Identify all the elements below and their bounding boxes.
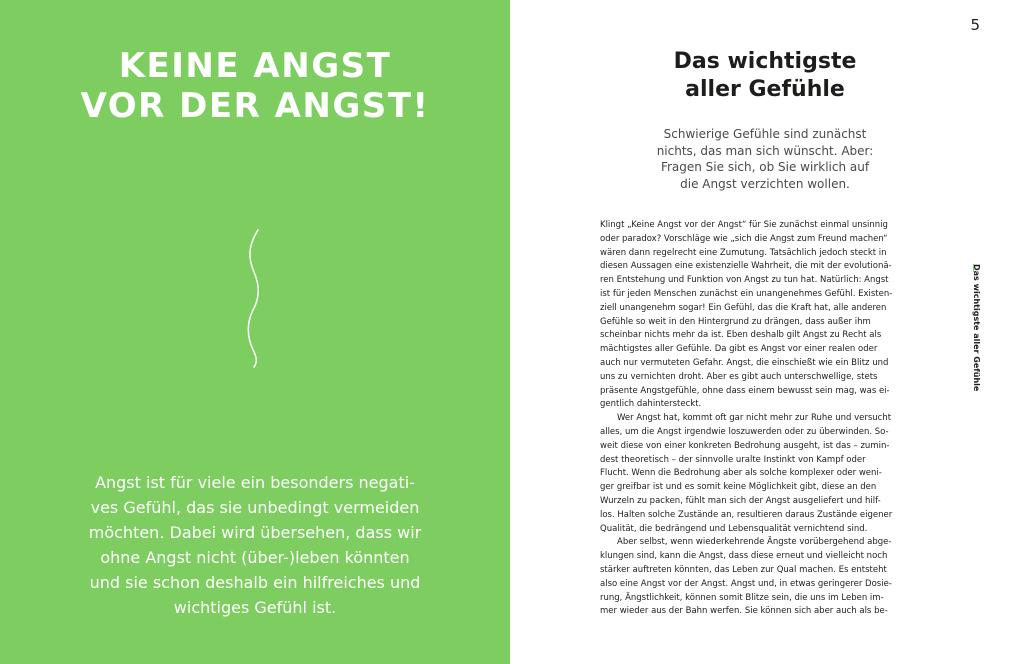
body-text-line: ger greifbar ist und es somit keine Möglichkeit gibt, diese an den [600,482,877,493]
body-text-line: stärker auftreten könnten, das Leben zur Qual machen. Es entsteht [600,565,887,575]
body-text-line: ren Entstehung und Funktion von Angst zu tun hat. Natürlich: Angst [600,275,889,286]
body-text-line: Wer Angst hat, kommt oft gar nicht mehr zur Ruhe und versucht [617,413,892,424]
body-text-line: auch nur vermuteten Gefahr. Angst, die einschießt wie ein Blitz und [600,358,889,368]
left-intro-line: ohne Angst nicht (über-)leben könnten [100,548,410,567]
lead-line: nichts, das man sich wünscht. Aber: [656,143,874,158]
body-text-line: Klingt „Keine Angst vor der Angst“ für Sie zunächst einmal unsinnig [600,220,888,230]
body-text-line: gentlich dahintersteckt. [600,399,702,410]
left-title-line: VOR DER ANGST! [80,86,430,126]
body-text-line: Gefühle so weit in den Hintergrund zu drängen, dass außer ihm [600,316,871,327]
body-text-line: Flucht. Wenn die Bedrohung aber als solche komplexer oder weni- [600,468,882,479]
body-text-line: wären dann regelrecht eine Zumutung. Tatsächlich jedoch steckt in [600,247,887,258]
body-text-line: präsente Angstgefühle, ohne dass einem bewusst sein mag, was ei- [600,385,890,396]
body-text-line: diesen Aussagen eine existenzielle Wahrheit, die mit der evolutionä- [600,261,892,272]
lead-line: Schwierige Gefühle sind zunächst [663,127,867,141]
body-text-line: rung, Ängstlichkeit, können somit Blitze sein, die uns im Leben im- [600,592,884,603]
left-intro-line: Angst ist für viele ein besonders negati- [95,473,415,492]
left-intro-line: wichtiges Gefühl ist. [173,598,337,617]
lead-line: die Angst verzichten wollen. [680,176,850,191]
right-page [510,0,1020,664]
body-text-line: scheinbar nichts mehr da ist. Eben deshalb gilt Angst zu Recht als [600,330,882,341]
page-number: 5 [970,16,980,34]
body-text-line: oder paradox? Vorschläge wie „sich die Angst zum Freund machen“ [600,233,888,244]
body-text-line: klungen sind, kann die Angst, dass diese erneut und vielleicht noch [600,551,888,562]
left-intro-line: möchten. Dabei wird übersehen, dass wir [88,523,422,542]
body-text-line: weit diese von einer konkreten Bedrohung ausgeht, ist das – zumin- [600,440,890,451]
body-text-line: ziell unangenehm sogar! Ein Gefühl, das die Kraft hat, alle anderen [600,302,887,313]
body-text-line: dest theoretisch – der sinnvolle uralte Instinkt von Kampf oder [600,454,866,465]
chapter-title-line: Das wichtigste [673,49,857,74]
body-text-line: ist für jeden Menschen zunächst ein unangenehmes Gefühl. Existen- [600,289,893,299]
chapter-title-line: aller Gefühle [685,77,845,102]
squiggle-line-decoration [240,228,270,368]
body-text-line: uns zu vernichten droht. Aber es gibt auch unterschwellige, stets [600,371,878,382]
body-text-line: also eine Angst vor der Angst. Angst und, in etwas geringerer Dosie- [600,578,892,589]
lead-line: Fragen Sie sich, ob Sie wirklich auf [660,160,870,174]
left-title-line: KEINE ANGST [118,46,392,86]
running-sidebar-label: Das wichtigste aller Gefühle [972,264,981,392]
running-sidebar [970,264,982,400]
body-text-line: mer wieder aus der Bahn werfen. Sie können sich aber auch als be- [600,606,888,617]
body-text-line: Qualität, die bedrängend und Lebensqualität vernichtend sind. [600,523,868,534]
body-text-line: Wurzeln zu packen, fühlt man sich der Angst ausgeliefert und hilf- [600,496,881,506]
body-text-line: mächtigstes aller Gefühle. Da gibt es Angst vor einer realen oder [600,344,878,355]
left-intro-line: und sie schon deshalb ein hilfreiches und [89,573,421,592]
body-text-line: Aber selbst, wenn wiederkehrende Ängste vorübergehend abge- [617,537,892,548]
body-text-line: los. Halten solche Zustände an, resultieren daraus Zustände eigener [600,509,893,520]
left-intro-line: ves Gefühl, das sie unbedingt vermeiden [90,498,420,517]
body-text-line: alles, um die Angst irgendwie loszuwerden oder zu überwinden. So- [600,427,889,437]
